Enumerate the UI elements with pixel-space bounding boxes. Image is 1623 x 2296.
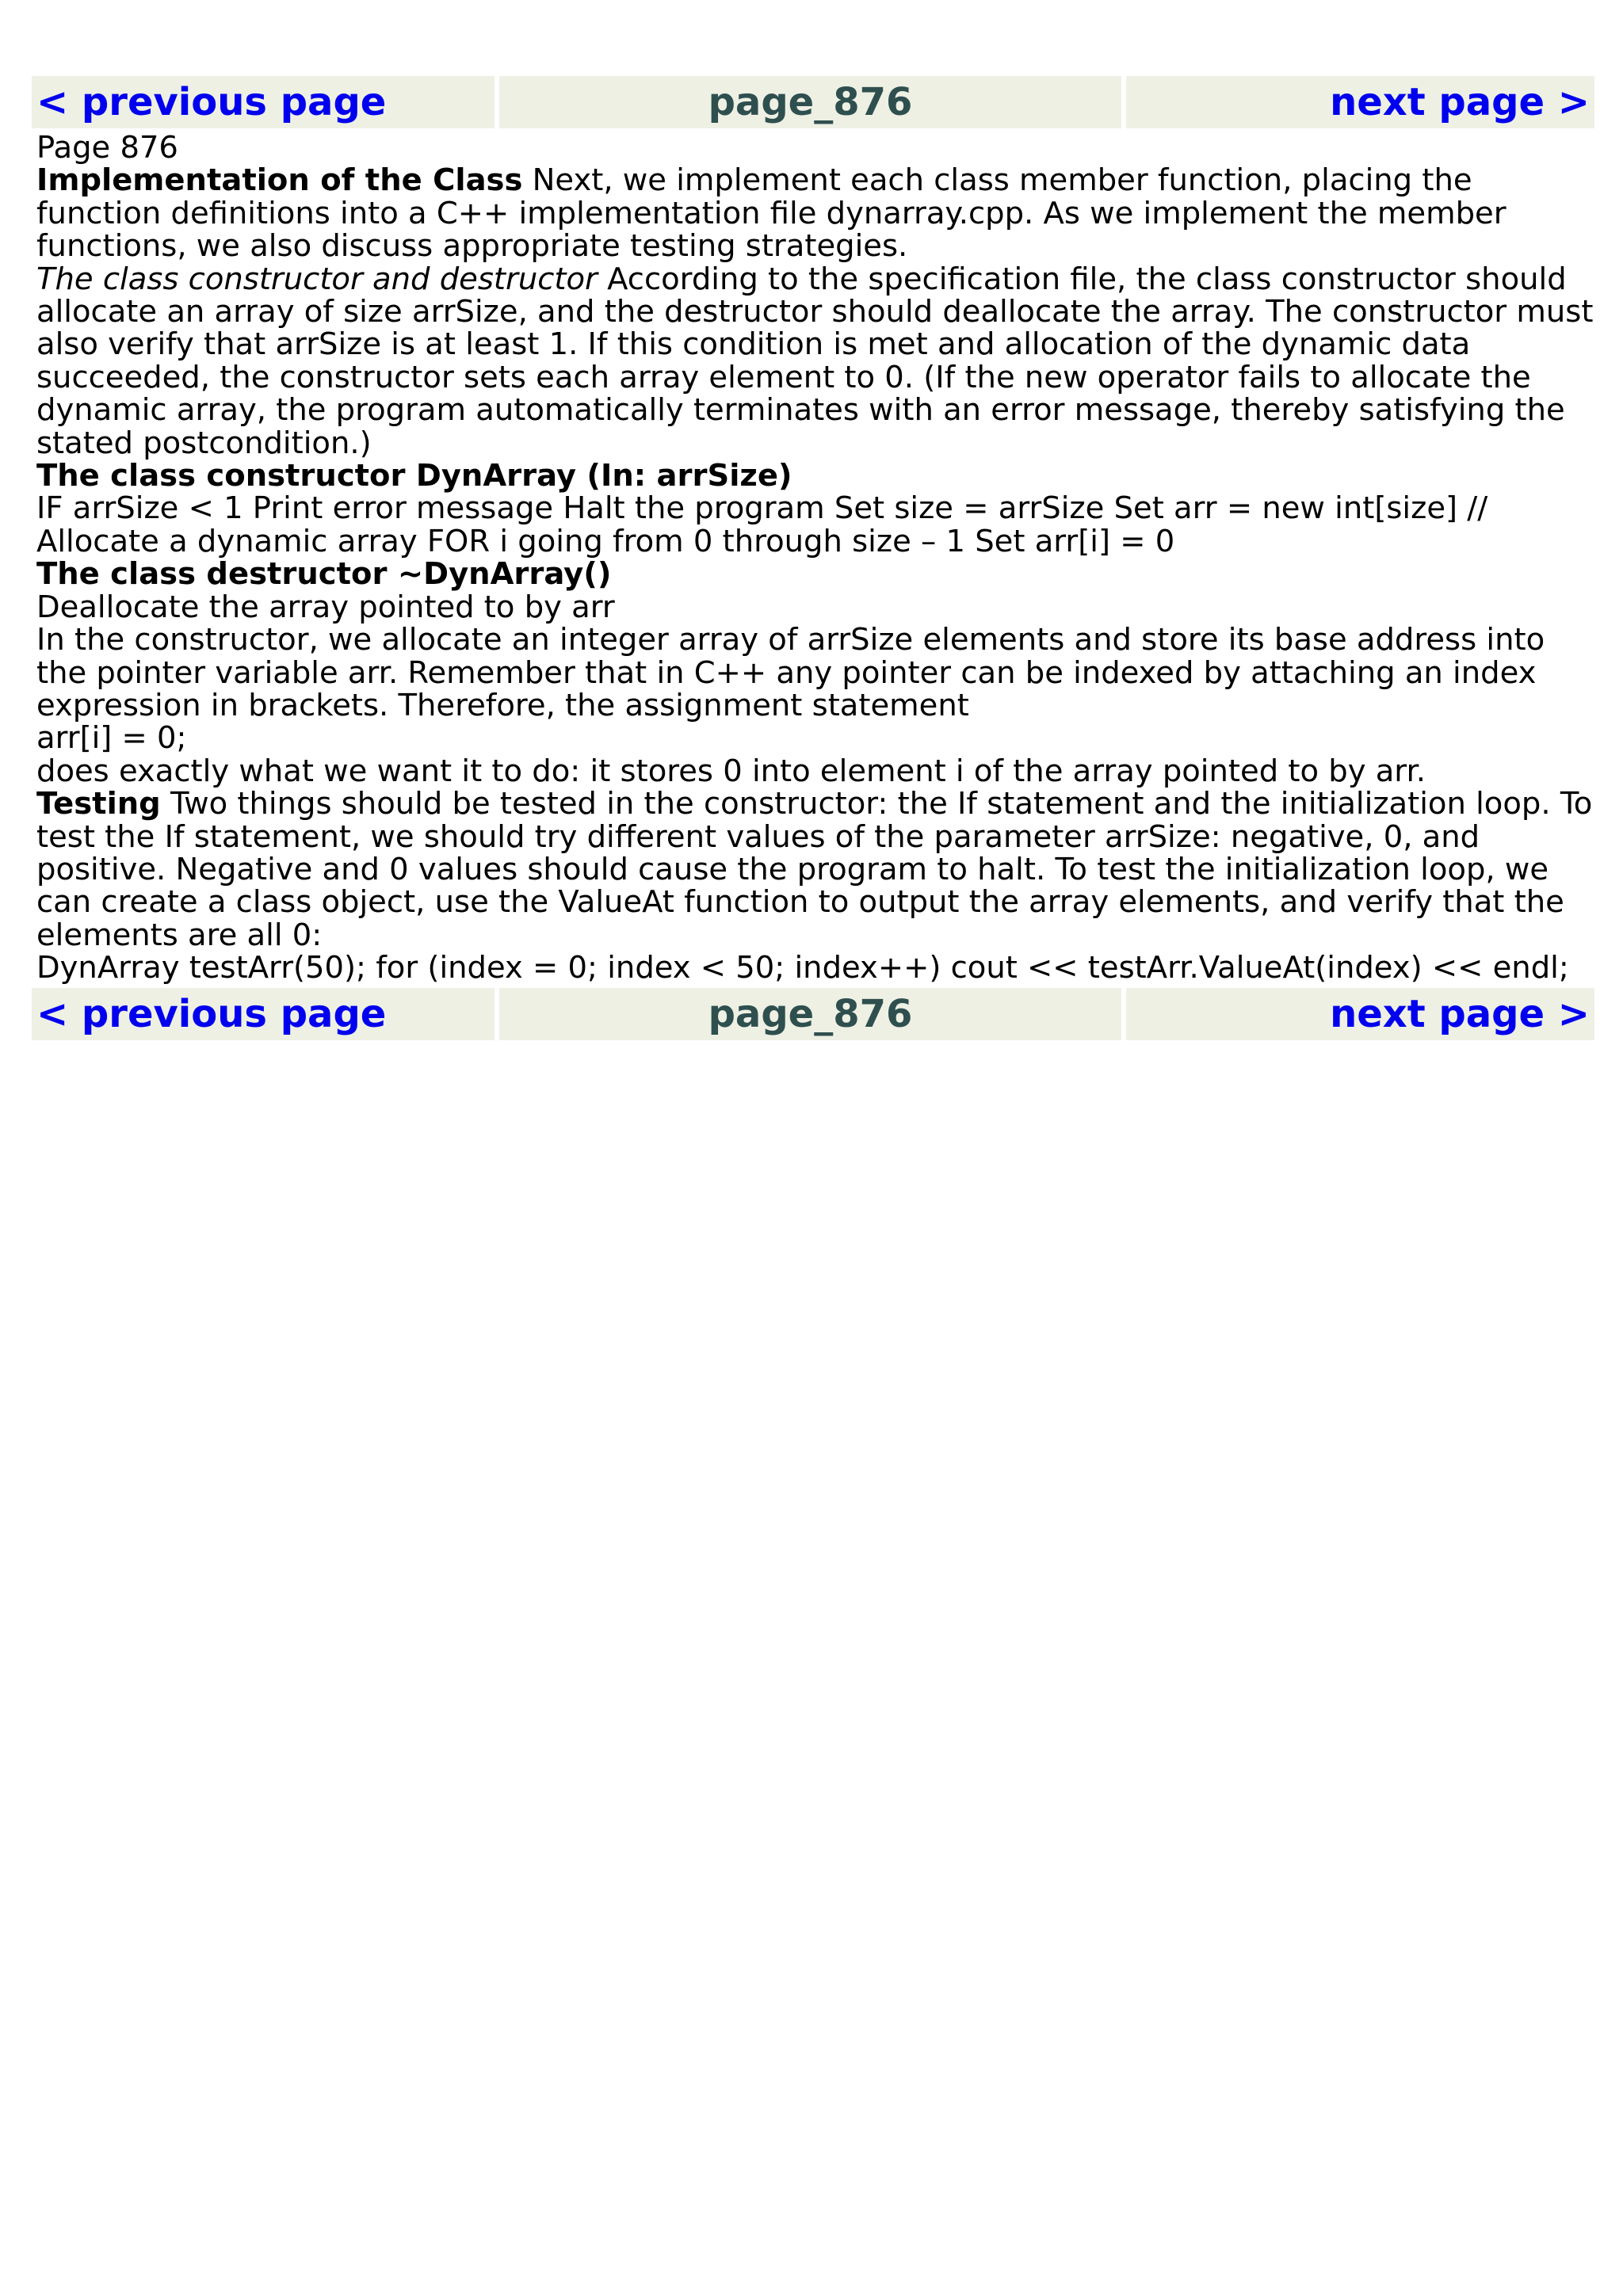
destructor-heading: The class destructor ~DynArray() — [36, 556, 612, 593]
next-page-link-bottom[interactable]: next page > — [1126, 988, 1594, 1040]
statement-explanation: does exactly what we want it to do: it stores 0 into element i of the array pointed to by arr. — [36, 753, 1426, 789]
page-indicator: page_876 — [499, 76, 1121, 128]
testing-paragraph — [36, 788, 1594, 952]
bottom-navigation-bar — [32, 988, 1594, 1040]
testing-text: Two things should be tested in the constructor: the If statement and the initialization loop. To test the If statement, we should try different values of the parameter arrSize: negative, 0, and positive. Negative and 0 values should cause the program to halt. To test the initialization loop, we can create a class object, use the ValueAt function to output the array elements, and verify that the elements are all 0: — [36, 786, 1593, 953]
implementation-text: Next, we implement each class member function, placing the function definitions into a C++ implementation file dynarray.cpp. As we implement the member functions, we also discuss appropriate testing strategies. — [36, 162, 1507, 265]
page-number: Page 876 — [36, 130, 178, 166]
previous-page-link[interactable]: < previous page — [32, 76, 495, 128]
top-navigation-bar — [32, 76, 1594, 128]
code-statement: arr[i] = 0; — [36, 720, 187, 757]
implementation-paragraph — [36, 162, 1594, 265]
test-code: DynArray testArr(50); for (index = 0; index < 50; index++) cout << testArr.ValueAt(index) << endl; — [36, 950, 1569, 986]
previous-page-link-bottom[interactable]: < previous page — [32, 988, 495, 1040]
page-content — [32, 132, 1594, 985]
page-indicator-bottom: page_876 — [499, 988, 1121, 1040]
document-page — [32, 76, 1594, 1040]
implementation-heading: Implementation of the Class — [36, 162, 523, 199]
next-page-link[interactable]: next page > — [1126, 76, 1594, 128]
constructor-destructor-paragraph — [36, 263, 1594, 460]
constructor-heading: The class constructor DynArray (In: arrSize) — [36, 458, 792, 494]
testing-heading: Testing — [36, 786, 161, 822]
destructor-algorithm: Deallocate the array pointed to by arr — [36, 589, 615, 625]
constructor-algorithm: IF arrSize < 1 Print error message Halt the program Set size = arrSize Set arr = new int[size] // Allocate a dynamic array FOR i going from 0 through size – 1 Set arr[i] = 0 — [36, 490, 1488, 559]
constructor-destructor-heading: The class constructor and destructor — [36, 261, 598, 297]
constructor-destructor-text: According to the specification file, the class constructor should allocate an array of size arrSize, and the destructor should deallocate the array. The constructor must also verify that arrSize is at least 1. If this condition is met and allocation of the dynamic data succeeded, the constructor sets each array element to 0. (If the new operator fails to allocate the dynamic array, the program automatically terminates with an error message, thereby satisfying the stated postcondition.) — [36, 261, 1594, 461]
constructor-explanation: In the constructor, we allocate an integer array of arrSize elements and store its base address into the pointer variable arr. Remember that in C++ any pointer can be indexed by attaching an index expression in brackets. Therefore, the assignment statement — [36, 622, 1545, 723]
